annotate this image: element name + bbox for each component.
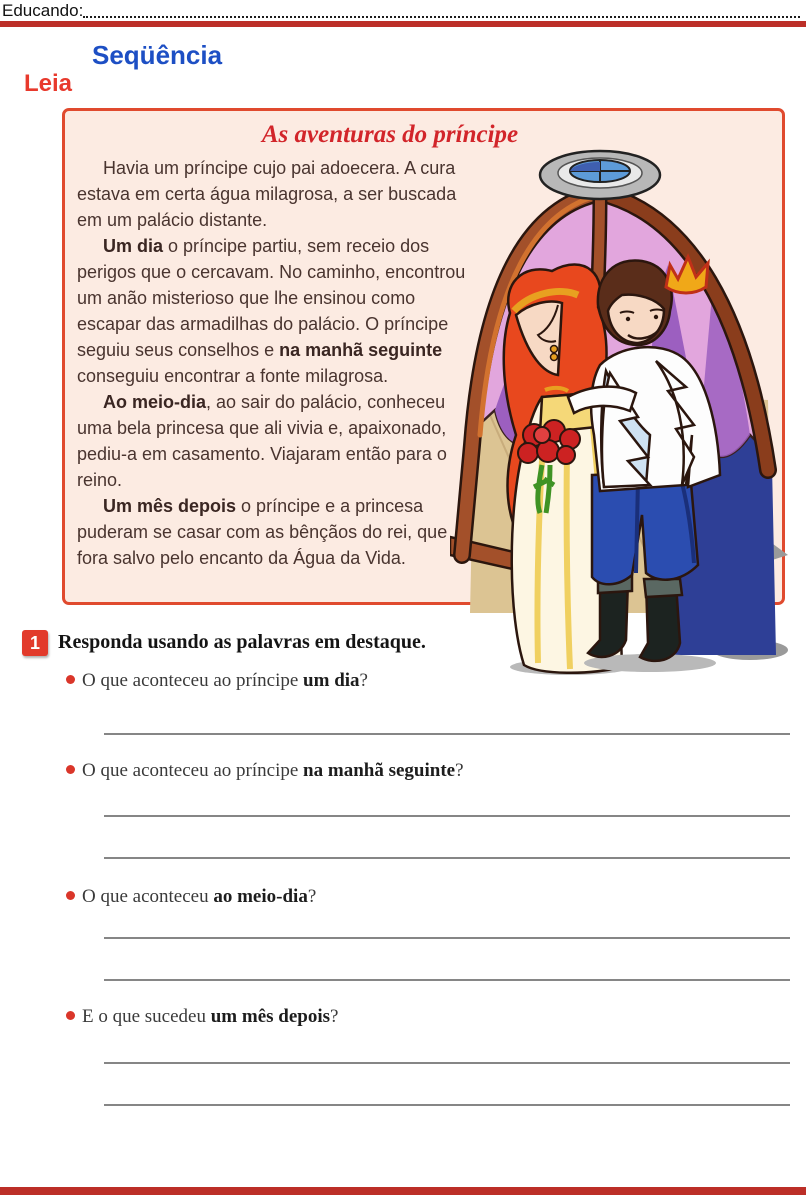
read-label: Leia [24, 70, 73, 97]
question-4 [66, 1006, 726, 1028]
question-1 [66, 670, 726, 692]
exercise-instruction: Responda usando as palavras em destaque. [58, 631, 426, 653]
student-name-row [2, 1, 800, 21]
answer-line [104, 979, 790, 981]
story-paragraph: Havia um príncipe cujo pai adoecera. A cura estava em certa água milagrosa, a ser buscada em um palácio distante. [77, 158, 457, 230]
question-text: E o que sucedeu um mês depois? [82, 1006, 339, 1027]
question-text: O que aconteceu ao príncipe na manhã seguinte? [82, 760, 464, 781]
round-window [540, 151, 660, 199]
answer-line [104, 733, 790, 735]
bullet-icon [66, 765, 75, 774]
top-red-rule [0, 21, 806, 27]
answer-line [104, 857, 790, 859]
story-title: As aventuras do príncipe [261, 121, 519, 148]
question-text: O que aconteceu ao meio-dia? [82, 886, 317, 907]
answer-line [104, 1104, 790, 1106]
story-paragraph: Um dia o príncipe partiu, sem receio dos perigos que o cercavam. No caminho, encontrou um anão misterioso que lhe ensinou como escapar das armadilhas do palácio. O príncipe seguiu seus conselhos e na manhã seguinte conseguiu encontrar a fonte milagrosa. [77, 236, 466, 386]
answer-line [104, 937, 790, 939]
question-3 [66, 886, 726, 908]
section-title: Seqüência [92, 40, 223, 70]
student-name-label: Educando: [2, 1, 84, 20]
question-text: O que aconteceu ao príncipe um dia? [82, 670, 368, 691]
story-illustration [450, 135, 795, 675]
story-paragraph: Ao meio-dia, ao sair do palácio, conheceu uma bela princesa que ali vivia e, apaixonado, pediu-a em casamento. Viajaram então para o reino. [77, 392, 447, 490]
dotted-fill-line [83, 16, 800, 18]
story-text [77, 155, 481, 571]
exercise-number-badge [22, 630, 48, 656]
bottom-red-rule [0, 1187, 806, 1195]
question-2 [66, 760, 726, 782]
answer-line [104, 1062, 790, 1064]
bullet-icon [66, 675, 75, 684]
story-paragraph: Um mês depois o príncipe e a princesa puderam se casar com as bênçãos do rei, que fora salvo pelo encanto da Água da Vida. [77, 496, 448, 568]
bullet-icon [66, 1011, 75, 1020]
exercise-number: 1 [29, 633, 40, 653]
answer-line [104, 815, 790, 817]
bullet-icon [66, 891, 75, 900]
